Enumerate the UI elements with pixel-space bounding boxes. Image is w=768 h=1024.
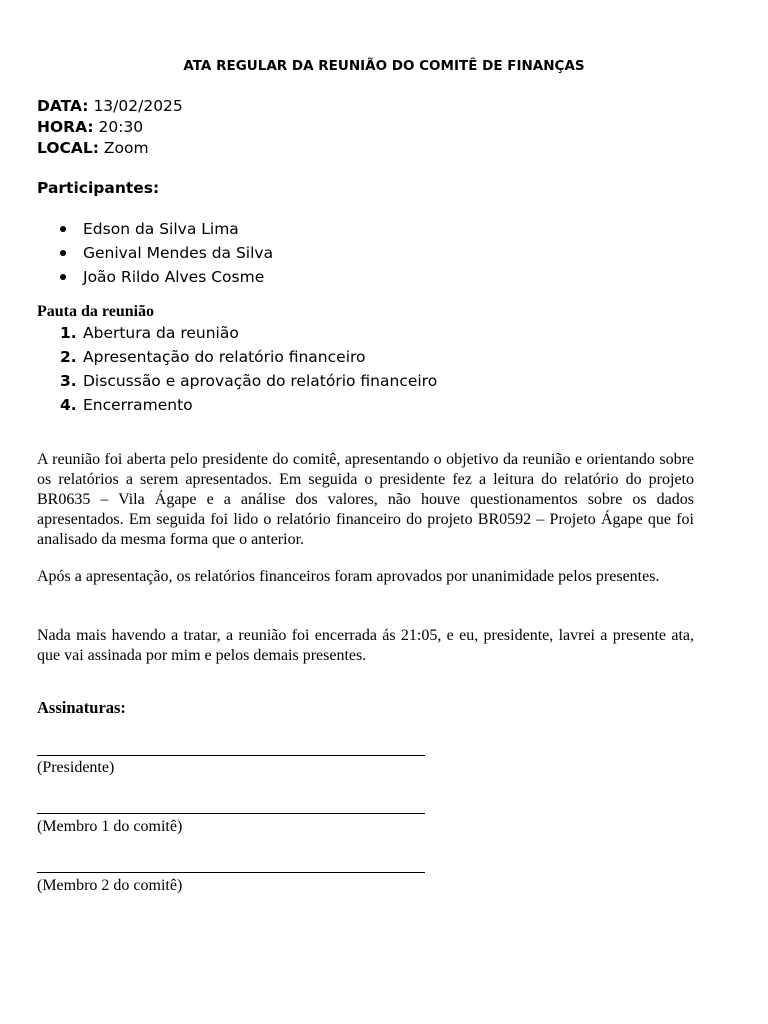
date-label: DATA: (37, 97, 89, 115)
bullet-icon (60, 250, 66, 256)
date-row (37, 96, 183, 117)
agenda-number: 4. (60, 396, 77, 414)
signature-line-member-2 (37, 872, 425, 873)
signature-label-member-2: (Membro 2 do comitê) (37, 877, 183, 894)
signature-line-president (37, 755, 425, 756)
list-item (37, 346, 437, 370)
agenda-text: Apresentação do relatório financeiro (83, 348, 366, 366)
agenda-number: 3. (60, 372, 77, 390)
bullet-icon (60, 226, 66, 232)
agenda-text: Abertura da reunião (83, 324, 239, 342)
signature-label-president: (Presidente) (37, 759, 115, 776)
agenda-heading: Pauta da reunião (37, 303, 155, 320)
participant-name: Edson da Silva Lima (83, 220, 239, 238)
participants-heading: Participantes: (37, 179, 160, 197)
agenda-text: Encerramento (83, 396, 193, 414)
document-title: ATA REGULAR DA REUNIÃO DO COMITÊ DE FINANÇAS (183, 58, 585, 74)
place-label: LOCAL: (37, 139, 99, 157)
time-row (37, 117, 183, 138)
place-value: Zoom (98, 139, 149, 157)
list-item (37, 370, 437, 394)
signature-line-member-1 (37, 813, 425, 814)
minutes-paragraph-opening: A reunião foi aberta pelo presidente do comitê, apresentando o objetivo da reunião e orientando sobre os relatórios a serem apresentados. Em seguida o presidente fez a leitura do relatório do projeto BR0635 – Vila Ágape e a análise dos valores, não houve questionamentos sobre os dados apresentados. Em seguida foi lido o relatório financeiro do projeto BR0592 – Projeto Ágape que foi analisado da mesma forma que o anterior. (37, 451, 694, 548)
list-item (37, 322, 437, 346)
list-item (37, 242, 273, 266)
signatures-heading: Assinaturas: (37, 698, 126, 717)
time-label: HORA: (37, 118, 94, 136)
agenda-number: 2. (60, 348, 77, 366)
participant-name: João Rildo Alves Cosme (83, 268, 265, 286)
list-item (37, 266, 273, 290)
signature-label-member-1: (Membro 1 do comitê) (37, 818, 183, 835)
minutes-paragraph-approval: Após a apresentação, os relatórios financeiros foram aprovados por unanimidade pelos presentes. (37, 568, 660, 585)
participants-list (37, 218, 273, 290)
place-row (37, 138, 183, 159)
agenda-list (37, 322, 437, 418)
bullet-icon (60, 274, 66, 280)
list-item (37, 218, 273, 242)
agenda-text: Discussão e aprovação do relatório financeiro (83, 372, 438, 390)
participant-name: Genival Mendes da Silva (83, 244, 274, 262)
time-value: 20:30 (93, 118, 144, 136)
list-item (37, 394, 437, 418)
minutes-paragraph-closing: Nada mais havendo a tratar, a reunião foi encerrada ás 21:05, e eu, presidente, lavrei a presente ata, que vai assinada por mim e pelos demais presentes. (37, 627, 694, 664)
date-value: 13/02/2025 (88, 97, 183, 115)
agenda-number: 1. (60, 324, 77, 342)
meeting-info (37, 96, 183, 159)
